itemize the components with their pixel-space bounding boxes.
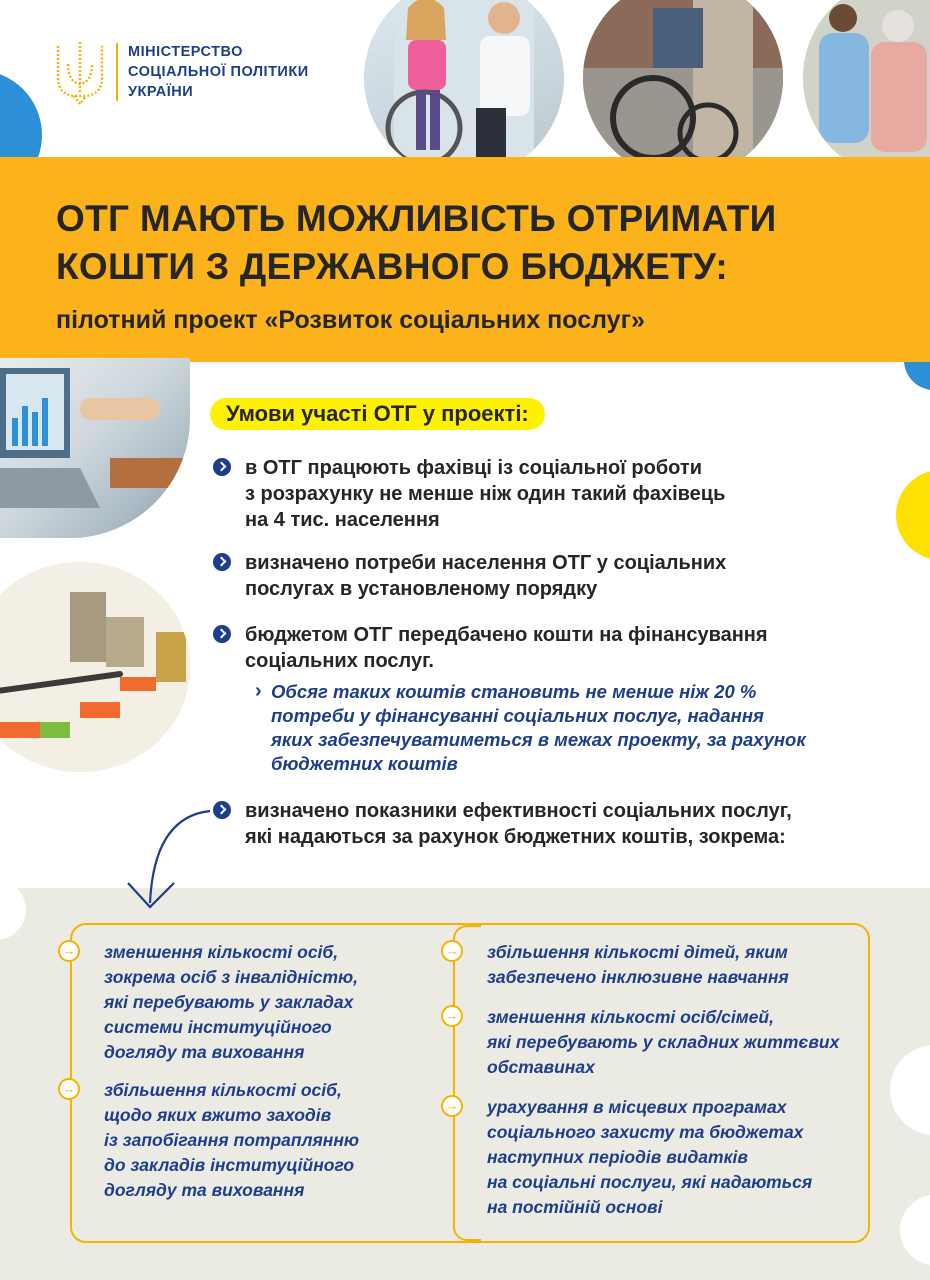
indicator-item [441, 1095, 812, 1220]
ministry-name-line3: УКРАЇНИ [128, 84, 194, 100]
photo-child-wheelchair [364, 0, 564, 178]
indicator-text: зменшення кількості осіб, зокрема осіб з інвалідністю, які перебувають у закладах системи інституційного догляду та виховання [104, 942, 358, 1062]
condition-item [213, 622, 893, 674]
arrow-right-circle-icon: → [441, 940, 463, 962]
photo-wheelchair-outdoor [583, 0, 783, 178]
ministry-logo [52, 38, 309, 106]
ministry-name [128, 42, 309, 102]
banner-title: ОТГ МАЮТЬ МОЖЛИВІСТЬ ОТРИМАТИ КОШТИ З ДЕРЖАВНОГО БЮДЖЕТУ: [56, 198, 777, 287]
condition-item [213, 455, 893, 533]
indicator-item [58, 1078, 359, 1203]
conditions-title-highlight [210, 398, 545, 430]
indicator-item [441, 940, 789, 990]
condition-item [213, 798, 893, 850]
chevron-right-icon [213, 625, 231, 643]
photo-coins-charts [0, 562, 190, 772]
arrow-right-circle-icon: → [58, 1078, 80, 1100]
arrow-right-circle-icon: → [441, 1095, 463, 1117]
conditions-title: Умови участі ОТГ у проекті: [226, 401, 529, 426]
indicator-text: збільшення кількості дітей, яким забезпечено інклюзивне навчання [487, 942, 789, 987]
chevron-right-icon [213, 458, 231, 476]
indicator-item [58, 940, 358, 1065]
chevron-right-icon [213, 553, 231, 571]
ministry-name-line2: СОЦІАЛЬНОЇ ПОЛІТИКИ [128, 64, 309, 80]
trident-icon [52, 38, 108, 106]
chevron-right-icon: › [255, 680, 262, 702]
decorative-circle-yellow [896, 470, 930, 560]
condition-item [213, 550, 893, 602]
indicator-text: зменшення кількості осіб/сімей, які перебувають у складних життєвих обставинах [487, 1007, 840, 1077]
photo-laptop-charts [0, 358, 190, 538]
banner-subtitle: пілотний проект «Розвиток соціальних послуг» [56, 306, 645, 334]
indicator-text: збільшення кількості осіб, щодо яких вжито заходів із запобігання потраплянню до закладів інституційного догляду та виховання [104, 1080, 360, 1200]
condition-text: бюджетом ОТГ передбачено кошти на фінансування соціальних послуг. [245, 624, 768, 672]
curved-arrow-down-icon [118, 803, 228, 913]
funding-note-text: Обсяг таких коштів становить не менше ніж 20 % потреби у фінансуванні соціальних послуг, надання яких забезпечуватиметься в межах проекту, за рахунок бюджетних коштів [271, 681, 806, 774]
condition-text: визначено показники ефективності соціальних послуг, які надаються за рахунок бюджетних коштів, зокрема: [245, 800, 792, 848]
funding-note [255, 680, 875, 776]
logo-divider [116, 43, 118, 101]
photo-elderly-care [803, 0, 930, 178]
condition-text: в ОТГ працюють фахівці із соціальної роботи з розрахунку не менше ніж один такий фахівець на 4 тис. населення [245, 457, 726, 531]
indicator-text: урахування в місцевих програмах соціального захисту та бюджетах наступних періодів видатків на соціальні послуги, які надаються на постійній основі [487, 1097, 813, 1217]
ministry-name-line1: МІНІСТЕРСТВО [128, 44, 243, 60]
indicator-item [441, 1005, 839, 1080]
arrow-right-circle-icon: → [58, 940, 80, 962]
arrow-right-circle-icon: → [441, 1005, 463, 1027]
condition-text: визначено потреби населення ОТГ у соціальних послугах в установленому порядку [245, 552, 727, 600]
